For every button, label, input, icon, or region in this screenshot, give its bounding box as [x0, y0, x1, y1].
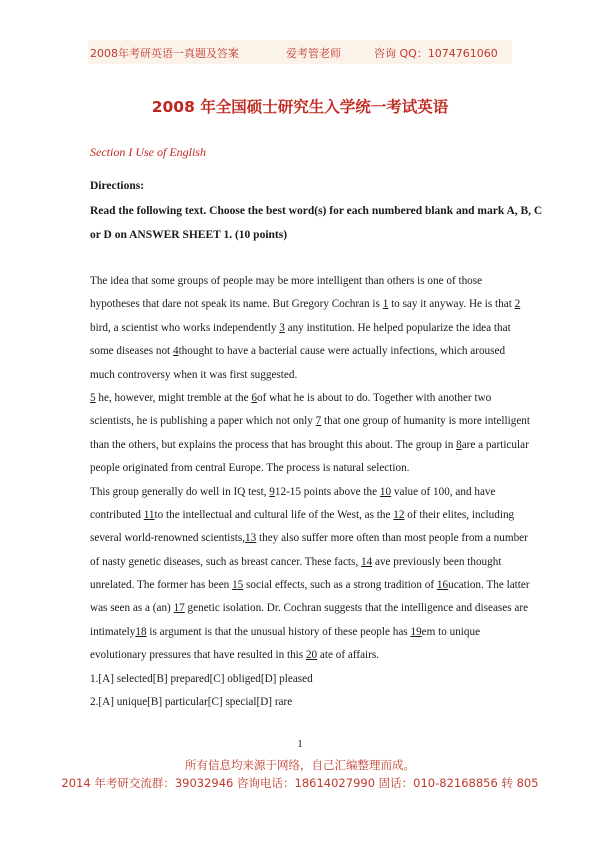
instructions-line-1: Read the following text. Choose the best word(s) for each numbered blank and mark A, B, C — [90, 205, 543, 217]
blank-number: 5 — [90, 391, 96, 404]
passage-line — [90, 644, 520, 667]
passage-text: is argument is that the unusual history of these people has — [146, 625, 411, 638]
footer-source-note: 所有信息均来源于网络，自己汇编整理而成。 — [185, 758, 415, 772]
passage-line — [90, 387, 520, 410]
passage-text: he, however, might tremble at the — [95, 391, 252, 404]
passage-text: than the others, but explains the process that has brought this about. The group in — [90, 438, 457, 451]
blank-number: 8 — [456, 438, 462, 451]
passage-text: bird, a scientist who works independently — [90, 321, 280, 334]
blank-number: 17 — [173, 602, 185, 615]
directions-label: Directions: — [90, 180, 145, 192]
passage-line — [90, 270, 520, 293]
passage-text: of nasty genetic diseases, such as breast cancer. These facts, — [90, 555, 361, 568]
document-title: 2008 年全国硕士研究生入学统一考试英语 — [151, 98, 449, 116]
passage-text: unrelated. The former has been — [90, 579, 233, 592]
header-left-text: 2008年考研英语一真题及答案 — [90, 47, 239, 60]
blank-number: 9 — [269, 485, 275, 498]
passage-text: evolutionary pressures that have resulted in this — [90, 649, 306, 662]
passage-line — [90, 340, 520, 363]
passage-line — [90, 551, 520, 574]
blank-number: 15 — [232, 579, 244, 592]
passage-text: em to unique — [421, 625, 481, 638]
cloze-passage — [90, 270, 530, 714]
blank-number: 12 — [393, 508, 405, 521]
passage-text: contributed — [90, 508, 144, 521]
passage-text: people originated from central Europe. The process is natural selection. — [90, 462, 410, 475]
passage-line — [90, 597, 529, 620]
passage-text: ucation. The latter — [448, 579, 530, 592]
passage-text: scientists, he is publishing a paper which not only — [90, 415, 316, 428]
header-teacher-text: 爱考管老师 — [286, 47, 341, 60]
blank-number: 1 — [382, 298, 389, 311]
passage-text: several world-renowned scientists, — [90, 532, 246, 545]
passage-line — [90, 457, 520, 480]
passage-text: genetic isolation. Dr. Cochran suggests that the intelligence and diseases are — [184, 602, 529, 615]
passage-text: social effects, such as a strong tradition of — [243, 579, 437, 592]
passage-line — [90, 574, 530, 597]
instructions-line-2: or D on ANSWER SHEET 1. (10 points) — [90, 229, 288, 241]
passage-text: value of 100, and have — [391, 485, 496, 498]
passage-text: This group generally do well in IQ test, — [90, 485, 270, 498]
question-option-line: 2.[A] unique[B] particular[C] special[D] rare — [90, 696, 293, 709]
page-number: 1 — [297, 738, 303, 750]
header-contact-text: 咨询 QQ：1074761060 — [374, 47, 498, 60]
passage-text: ave previously been thought — [372, 555, 502, 568]
passage-text: ate of affairs. — [317, 649, 380, 662]
page-header — [88, 40, 512, 64]
passage-text: that one group of humanity is more intelligent — [321, 415, 530, 428]
blank-number: 16 — [436, 579, 449, 592]
passage-text: some diseases not — [90, 345, 173, 358]
passage-text: 12-15 points above the — [274, 485, 380, 498]
passage-text: any institution. He helped popularize the idea that — [284, 321, 511, 334]
passage-text: thought to have a bacterial cause were actually infections, which aroused — [178, 345, 506, 358]
blank-number: 2 — [514, 298, 521, 311]
footer-contact-line: 2014 年考研交流群：39032946 咨询电话：18614027990 固话：010-82168856 转 805 — [61, 776, 539, 790]
passage-text: much controversy when it was first suggested. — [90, 368, 298, 381]
passage-text: they also suffer more often than most people from a number — [256, 532, 528, 545]
passage-text: of their elites, including — [404, 508, 515, 521]
blank-number: 14 — [361, 555, 373, 568]
section-heading: Section I Use of English — [90, 145, 206, 159]
passage-text: hypotheses that dare not speak its name. But Gregory Cochran is — [90, 298, 383, 311]
blank-number: 11 — [143, 508, 155, 521]
passage-line — [90, 364, 520, 387]
passage-text: intimately — [90, 625, 136, 638]
passage-line — [90, 410, 530, 433]
blank-number: 3 — [279, 321, 285, 334]
blank-number: 19 — [410, 625, 422, 638]
blank-number: 10 — [379, 485, 392, 498]
passage-line — [90, 293, 520, 316]
passage-text: to say it anyway. He is that — [388, 298, 515, 311]
passage-text: are a particular — [461, 438, 529, 451]
passage-text: of what he is about to do. Together with another two — [257, 391, 492, 404]
blank-number: 4 — [172, 345, 179, 358]
passage-text: to the intellectual and cultural life of the West, as the — [154, 508, 394, 521]
passage-line — [90, 317, 520, 340]
blank-number: 13 — [245, 532, 257, 545]
passage-line — [90, 481, 520, 504]
passage-line — [90, 504, 520, 527]
passage-line — [90, 527, 528, 550]
passage-text: The idea that some groups of people may be more intelligent than others is one of those — [90, 275, 483, 287]
passage-line — [90, 434, 529, 457]
question-option-line: 1.[A] selected[B] prepared[C] obliged[D] pleased — [90, 672, 313, 685]
blank-number: 6 — [251, 391, 258, 404]
blank-number: 18 — [135, 625, 147, 638]
passage-line — [90, 621, 520, 644]
blank-number: 20 — [305, 649, 318, 662]
blank-number: 7 — [315, 415, 322, 428]
passage-text: was seen as a (an) — [90, 602, 174, 615]
